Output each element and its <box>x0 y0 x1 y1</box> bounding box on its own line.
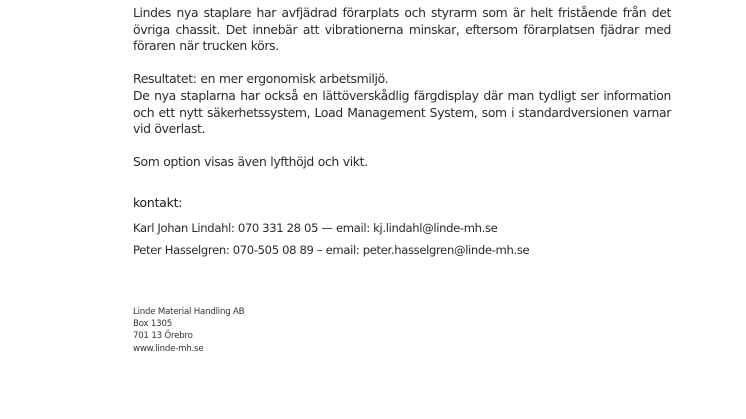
paragraph-option: Som option visas även lyfthöjd och vikt. <box>133 154 368 170</box>
paragraph-driver-seat: Lindes nya staplare har avfjädrad förarplats och styrarm som är helt fristående från det övriga chassit. Det innebär att vibrationerna minskar, eftersom förarplatsen fjädrar med föraren när trucken körs. <box>133 5 671 54</box>
contact-karl-johan <box>133 221 497 235</box>
paragraph-gap <box>133 138 671 155</box>
paragraph-gap <box>133 55 671 72</box>
footer-box: Box 1305 <box>133 319 172 330</box>
footer-postal-address: 701 13 Örebro <box>133 331 193 342</box>
paragraph-display: De nya staplarna har också en lättöverskådlig färgdisplay där man tydligt ser information och ett nytt säkerhetssystem, Load Management System, som i standardversionen varnar vid överlast. <box>133 87 671 137</box>
contact-karl-johan-info: Karl Johan Lindahl: 070 331 28 05 — email: <box>133 221 374 235</box>
contact-heading: kontakt: <box>133 195 183 210</box>
contact-karl-johan-email-link[interactable]: kj.lindahl@linde-mh.se <box>373 221 498 235</box>
footer-website-link[interactable]: www.linde-mh.se <box>133 343 204 354</box>
contact-peter <box>133 243 529 257</box>
contact-peter-email-link[interactable]: peter.hasselgren@linde-mh.se <box>362 243 530 257</box>
company-address-footer <box>133 306 244 355</box>
footer-company-name: Linde Material Handling AB <box>133 307 245 317</box>
paragraph-result: Resultatet: en mer ergonomisk arbetsmiljö. <box>133 71 389 87</box>
article-body <box>133 5 671 171</box>
contact-peter-info: Peter Hasselgren: 070-505 08 89 – email: <box>133 243 363 257</box>
